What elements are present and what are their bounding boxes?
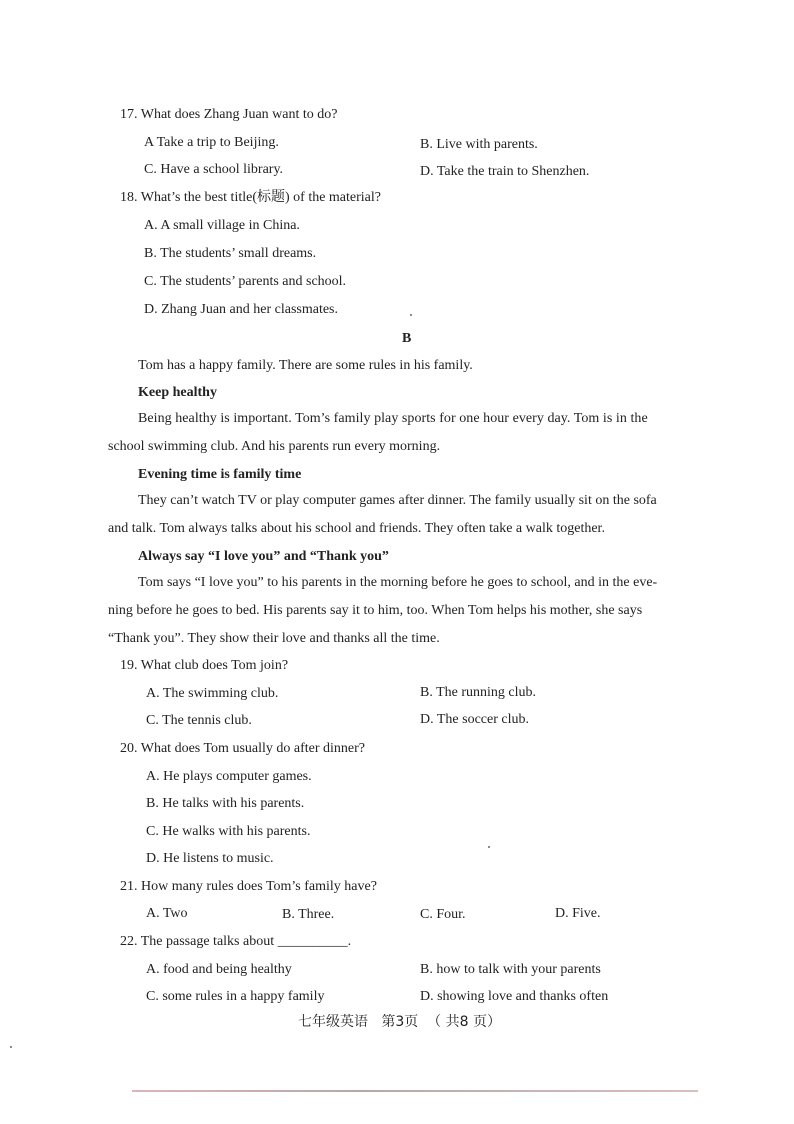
q21-stem: 21. How many rules does Tom’s family have? [120,879,377,894]
q19-option-d: D. The soccer club. [420,712,529,727]
q20-stem: 20. What does Tom usually do after dinner? [120,741,365,756]
q19-option-b: B. The running club. [420,685,537,700]
q17-option-a: A Take a trip to Beijing. [144,135,279,150]
q21-option-d: D. Five. [555,906,601,921]
scan-speck [410,314,412,316]
q22-option-d: D. showing love and thanks often [420,989,609,1004]
paragraph-2-line-2: and talk. Tom always talks about his school and friends. They often take a walk together. [108,521,605,536]
q20-option-c: C. He walks with his parents. [146,824,311,839]
q22-option-b: B. how to talk with your parents [420,962,601,977]
q20-option-a: A. He plays computer games. [146,769,312,784]
q17-option-d: D. Take the train to Shenzhen. [420,164,590,179]
q18-stem: 18. What’s the best title(标题) of the material? [120,190,381,205]
q17-option-b: B. Live with parents. [420,137,538,152]
scan-speck [10,1046,12,1048]
passage-intro: Tom has a happy family. There are some rules in his family. [138,358,473,373]
q22-option-c: C. some rules in a happy family [146,989,325,1004]
q19-option-a: A. The swimming club. [146,686,279,701]
q20-option-b: B. He talks with his parents. [146,796,305,811]
q21-option-c: C. Four. [420,907,466,922]
q21-option-b: B. Three. [282,907,335,922]
heading-evening-time: Evening time is family time [138,467,302,482]
q22-option-a: A. food and being healthy [146,962,292,977]
heading-keep-healthy: Keep healthy [138,385,217,400]
page-footer: 七年级英语 第3页 （ 共8 页） [298,1014,501,1030]
paragraph-1-line-1: Being healthy is important. Tom’s family play sports for one hour every day. Tom is in the [138,411,648,426]
q20-option-d: D. He listens to music. [146,851,274,866]
q18-option-b: B. The students’ small dreams. [144,246,317,261]
q22-stem: 22. The passage talks about __________. [120,934,352,949]
q18-option-c: C. The students’ parents and school. [144,274,347,289]
paragraph-3-line-2: ning before he goes to bed. His parents say it to him, too. When Tom helps his mother, she says [108,603,643,618]
footer-divider [132,1090,698,1092]
heading-always-say: Always say “I love you” and “Thank you” [138,549,389,564]
q19-option-c: C. The tennis club. [146,713,252,728]
scan-speck [488,846,490,848]
section-b-letter: B [402,331,412,346]
paragraph-3-line-3: “Thank you”. They show their love and thanks all the time. [108,631,440,646]
paragraph-2-line-1: They can’t watch TV or play computer games after dinner. The family usually sit on the sofa [138,493,657,508]
q18-option-a: A. A small village in China. [144,218,300,233]
q18-option-d: D. Zhang Juan and her classmates. [144,302,338,317]
paragraph-1-line-2: school swimming club. And his parents run every morning. [108,439,441,454]
q17-option-c: C. Have a school library. [144,162,284,177]
paragraph-3-line-1: Tom says “I love you” to his parents in the morning before he goes to school, and in the eve- [138,575,658,590]
q17-stem: 17. What does Zhang Juan want to do? [120,107,338,122]
q21-option-a: A. Two [146,906,188,921]
q19-stem: 19. What club does Tom join? [120,658,289,673]
